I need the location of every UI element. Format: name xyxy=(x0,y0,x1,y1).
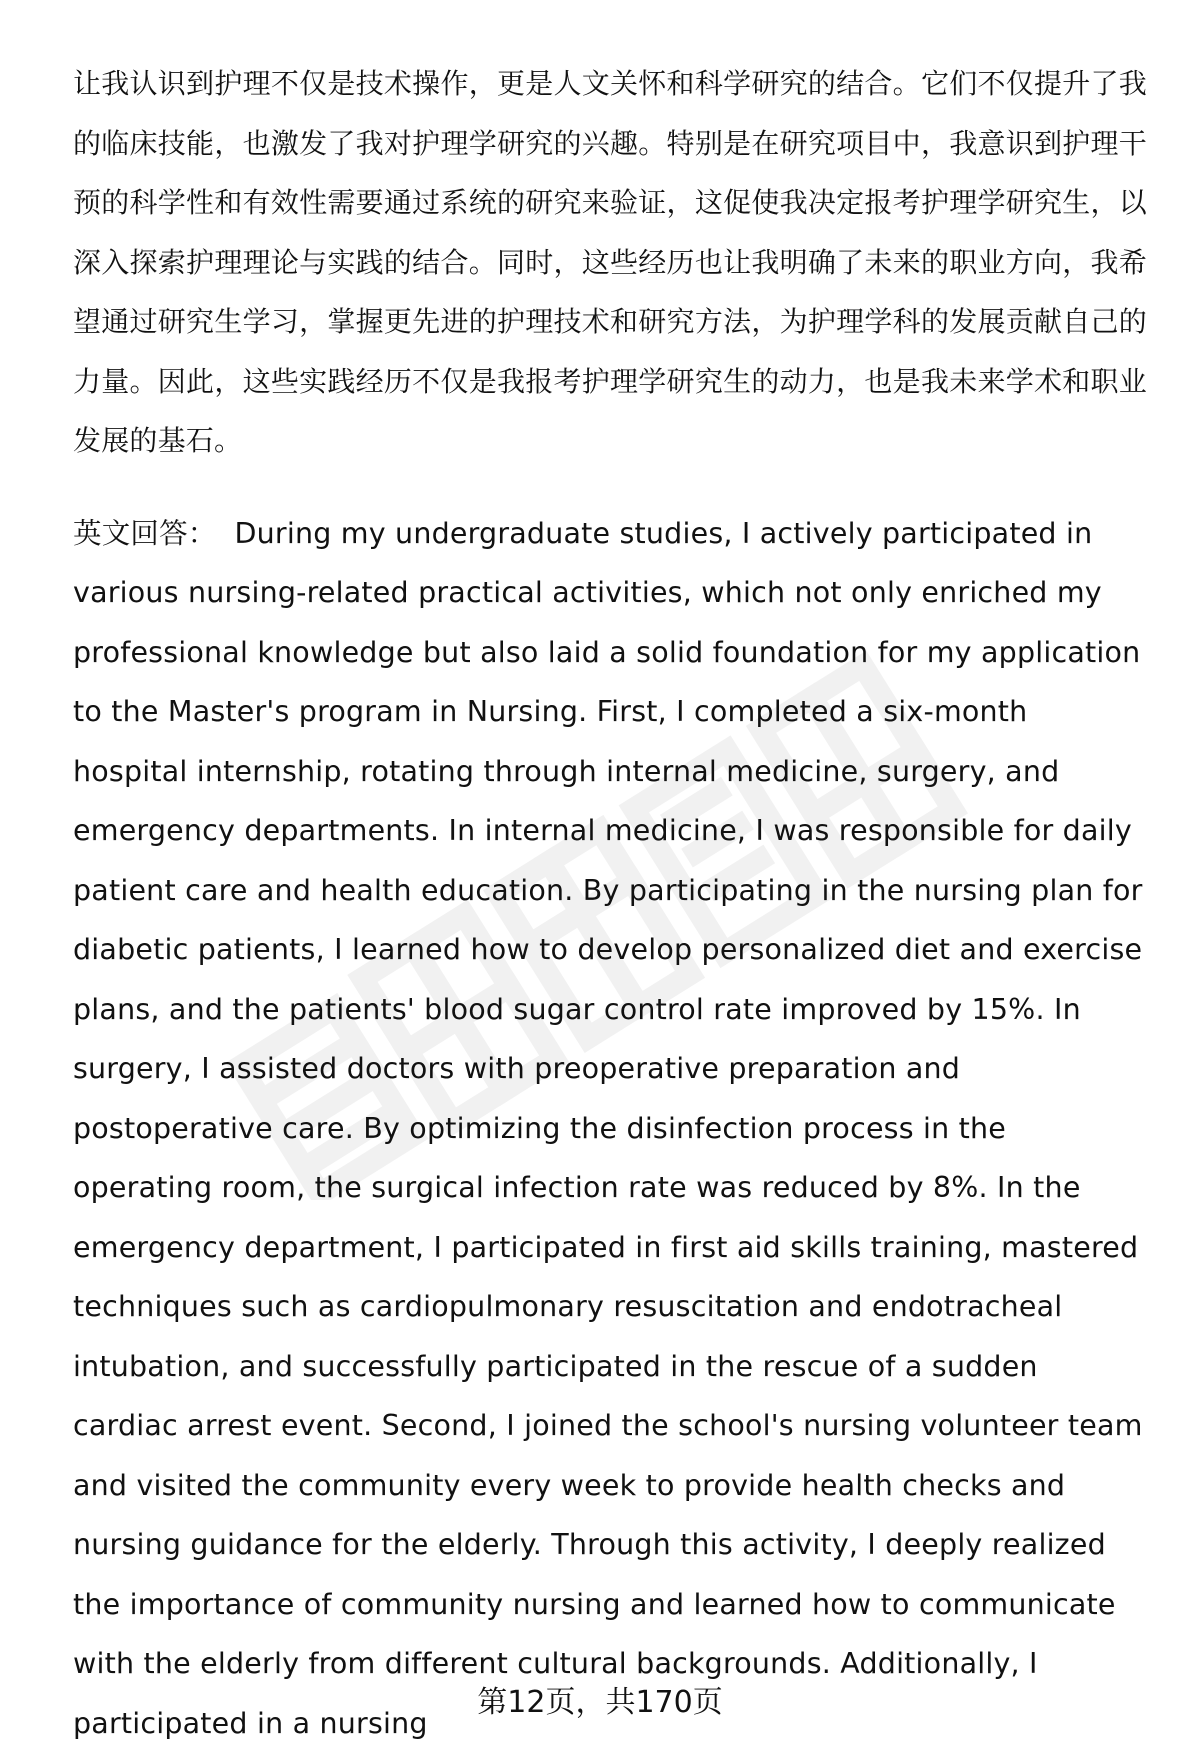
en-answer-text: During my undergraduate studies, I actively participated in various nursing-related practical activities, which not only enriched my professional knowledge but also laid a solid foundation for my application to the Master's program in Nursing. First, I completed a six-month hospital internship, rotating through internal medicine, surgery, and emergency departments. In internal medicine, I was responsible for daily patient care and health education. By participating in the nursing plan for diabetic patients, I learned how to develop personalized diet and exercise plans, and the patients' blood sugar control rate improved by 15%. In surgery, I assisted doctors with preoperative preparation and postoperative care. By optimizing the disinfection process in the operating room, the surgical infection rate was reduced by 8%. In the emergency department, I participated in first aid skills training, mastered techniques such as cardiopulmonary resuscitation and endotracheal intubation, and successfully participated in the rescue of a sudden cardiac arrest event. Second, I joined the school's nursing volunteer team and visited the community every week to provide health checks and nursing guidance for the elderly. Through this activity, I deeply realized the importance of community nursing and learned how to communicate with the elderly from different cultural backgrounds. Additionally, I participated in a nursing xyxy=(73,516,1143,1740)
page-number: 第12页，共170页 xyxy=(477,1685,723,1720)
document-body xyxy=(73,54,1147,1753)
en-answer-paragraph xyxy=(73,504,1147,1754)
en-answer-label: 英文回答： xyxy=(73,516,217,550)
zh-paragraph: 让我认识到护理不仅是技术操作，更是人文关怀和科学研究的结合。它们不仅提升了我的临床技能，也激发了我对护理学研究的兴趣。特别是在研究项目中，我意识到护理干预的科学性和有效性需要通过系统的研究来验证，这促使我决定报考护理学研究生，以深入探索护理理论与实践的结合。同时，这些经历也让我明确了未来的职业方向，我希望通过研究生学习，掌握更先进的护理技术和研究方法，为护理学科的发展贡献自己的力量。因此，这些实践经历不仅是我报考护理学研究生的动力，也是我未来学术和职业发展的基石。 xyxy=(73,67,1147,457)
